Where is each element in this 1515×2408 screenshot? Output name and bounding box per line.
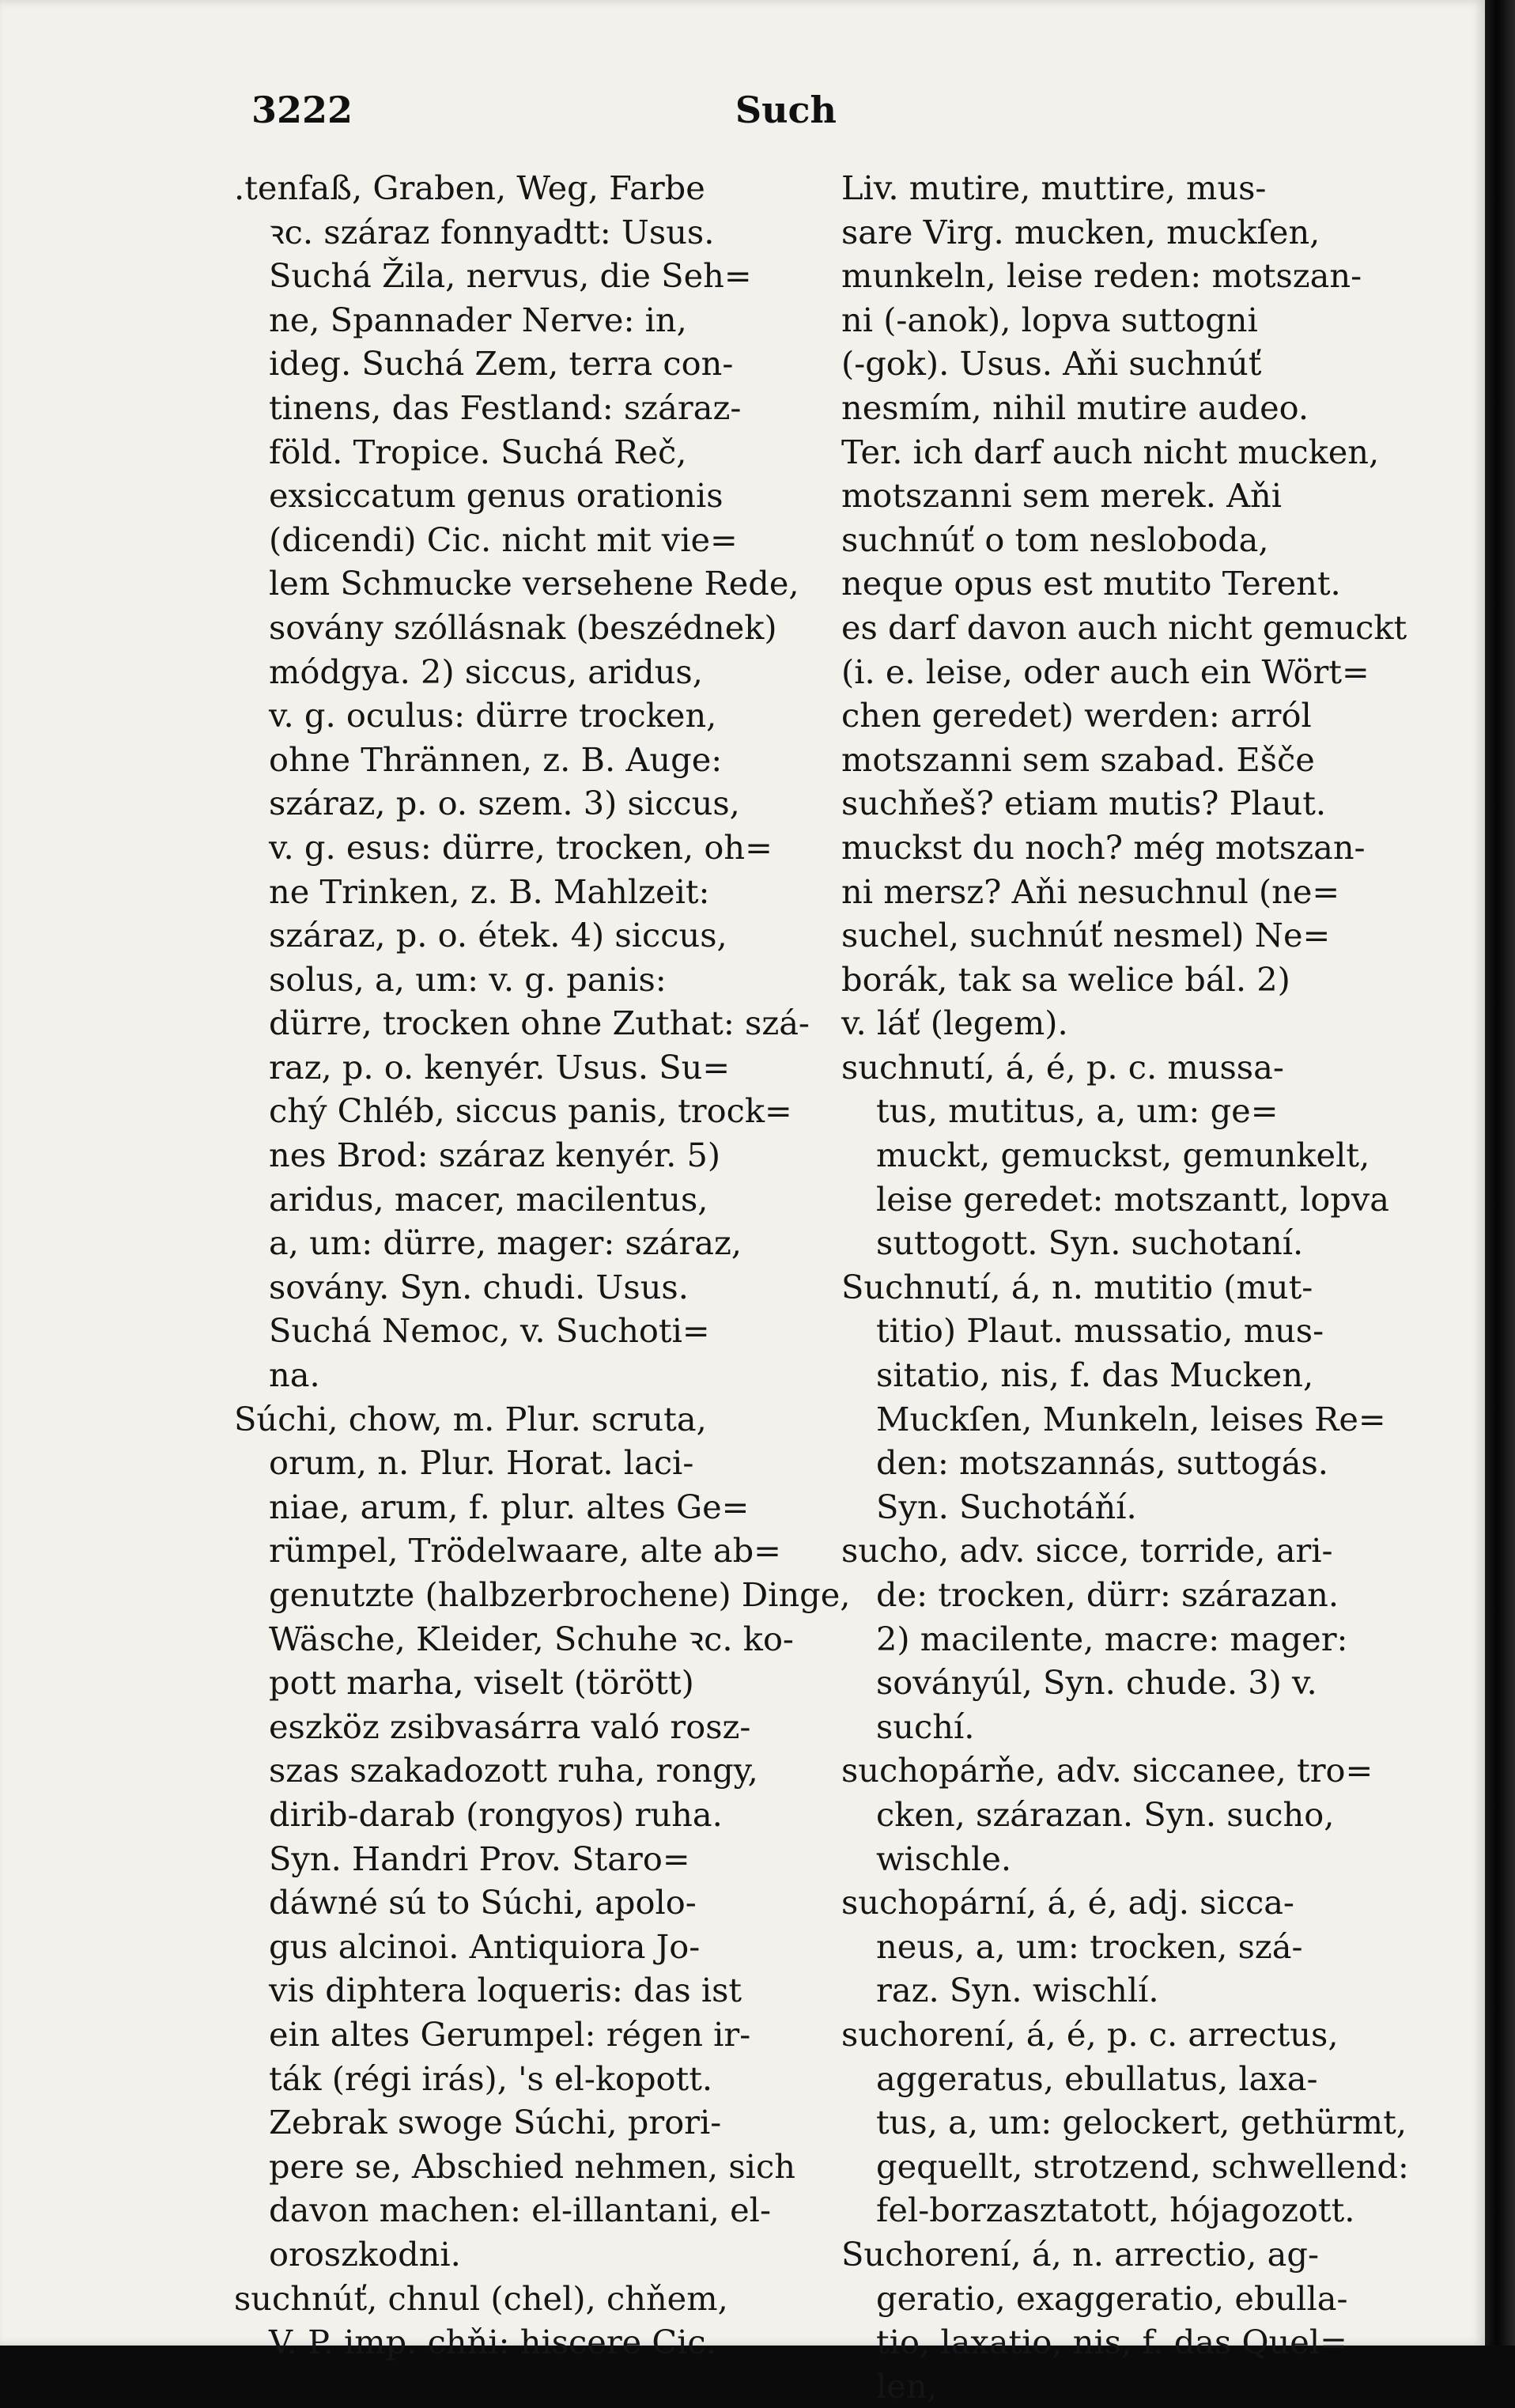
- text-line: Zebrak swoge Súchi, prori-: [269, 2103, 722, 2142]
- text-line: módgya. 2) siccus, aridus,: [269, 652, 703, 691]
- text-line: Syn. Handri Prov. Staro=: [269, 1839, 690, 1878]
- text-line: Suchá Nemoc, v. Suchoti=: [269, 1311, 710, 1351]
- text-line: suchnúť o tom neslobodа,: [841, 520, 1269, 559]
- text-line: száraz, p. o. szem. 3) siccus,: [269, 784, 740, 823]
- right-column: [841, 166, 1409, 2408]
- text-line: gus alcinoi. Antiquiora Jo-: [269, 1926, 701, 1966]
- text-line: sare Virg. mucken, muckſen,: [841, 212, 1320, 251]
- scan-edge: [1485, 0, 1515, 2346]
- text-line: suchopární, á, é, adj. sicca-: [841, 1883, 1294, 1922]
- text-line: lem Schmucke versehene Rede,: [269, 564, 799, 603]
- text-line: den: motszannás, suttogás.: [876, 1443, 1328, 1483]
- text-line: tinens, das Festland: száraz-: [269, 387, 742, 427]
- text-line: aridus, macer, macilentus,: [269, 1179, 708, 1219]
- text-line: davon machen: el-illantani, el-: [269, 2191, 771, 2230]
- text-line: eszköz zsibvasárra való rosz-: [269, 1707, 751, 1746]
- text-line: chý Chléb, siccus panis, trock=: [269, 1091, 792, 1131]
- text-line: föld. Tropice. Suchá Reč,: [269, 432, 687, 471]
- text-line: Suchnutí, á, n. mutitio (mut-: [841, 1267, 1313, 1306]
- text-line: aggeratus, ebullatus, laxa-: [876, 2058, 1318, 2098]
- text-line: Súchi, chow, m. Plur. scruta,: [234, 1399, 707, 1438]
- text-line: neus, a, um: trocken, szá-: [876, 1926, 1303, 1966]
- text-line: chen geredet) werden: arról: [841, 696, 1312, 735]
- text-line: ták (régi irás), 's el-kopott.: [269, 2058, 713, 2098]
- text-line: sitatio, nis, f. das Mucken,: [876, 1355, 1314, 1395]
- text-line: V. P. imp. chňi: hiscere Cic.: [269, 2323, 716, 2362]
- text-line: v. láť (legem).: [841, 1004, 1068, 1043]
- text-line: neque opus est mutito Terent.: [841, 564, 1341, 603]
- text-line: titio) Plaut. mussatio, mus-: [876, 1311, 1324, 1351]
- text-line: ohne Thrännen, z. B. Auge:: [269, 739, 723, 779]
- text-line: Syn. Suchotáňí.: [876, 1487, 1137, 1526]
- text-line: ne, Spannader Nerve: in,: [269, 300, 687, 339]
- text-line: 2) macilente, macre: mager:: [876, 1619, 1348, 1658]
- text-line: raz, p. o. kenyér. Usus. Su=: [269, 1047, 731, 1087]
- text-line: sucho, adv. sicce, torride, ari-: [841, 1531, 1333, 1571]
- text-line: Suchorení, á, n. arrectio, ag-: [841, 2234, 1319, 2274]
- text-line: leise geredet: motszantt, lopva: [876, 1179, 1390, 1219]
- text-line: Wäsche, Kleider, Schuhe ꝛc. ko-: [269, 1619, 794, 1658]
- text-line: oroszkodni.: [269, 2234, 461, 2274]
- text-line: .tenfaß, Graben, Weg, Farbe: [234, 168, 705, 207]
- text-line: motszanni sem merek. Aňi: [841, 476, 1283, 516]
- text-line: dirib-darab (rongyos) ruha.: [269, 1794, 723, 1834]
- text-line: (i. e. leise, oder auch ein Wört=: [841, 652, 1370, 691]
- text-line: ne Trinken, z. B. Mahlzeit:: [269, 871, 710, 911]
- text-line: exsiccatum genus orationis: [269, 476, 723, 516]
- text-line: suchí.: [876, 1707, 975, 1746]
- left-column: [234, 166, 851, 2365]
- text-line: pott marha, viselt (törött): [269, 1663, 694, 1703]
- text-line: len,: [876, 2366, 938, 2406]
- text-line: munkeln, leise reden: motszan-: [841, 256, 1362, 296]
- text-line: ni (-anok), lopva suttogni: [841, 300, 1258, 339]
- text-line: Muckſen, Munkeln, leises Re=: [876, 1399, 1386, 1438]
- text-line: száraz, p. o. étek. 4) siccus,: [269, 916, 727, 955]
- text-line: ein altes Gerumpel: régen ir-: [269, 2014, 751, 2054]
- text-line: soványúl, Syn. chude. 3) v.: [876, 1663, 1317, 1703]
- text-line: szas szakadozott ruha, rongy,: [269, 1751, 758, 1790]
- text-line: tus, mutitus, a, um: ge=: [876, 1091, 1279, 1131]
- running-head: Such: [735, 89, 837, 131]
- text-line: (dicendi) Cic. nicht mit vie=: [269, 520, 738, 559]
- text-line: v. g. oculus: dürre trocken,: [269, 696, 717, 735]
- text-line: vis diphtera loqueris: das ist: [269, 1971, 742, 2010]
- text-line: de: trocken, dürr: szárazan.: [876, 1575, 1339, 1614]
- text-line: suchnutí, á, é, p. c. mussa-: [841, 1047, 1284, 1087]
- text-line: suttogott. Syn. suchotaní.: [876, 1223, 1304, 1263]
- text-line: borák, tak sa welice bál. 2): [841, 959, 1290, 999]
- text-line: suchopárňe, adv. siccanee, tro=: [841, 1751, 1373, 1790]
- text-line: Suchá Žila, nervus, die Seh=: [269, 256, 752, 296]
- page-number: 3222: [251, 89, 353, 131]
- text-line: dürre, trocken ohne Zuthat: szá-: [269, 1004, 810, 1043]
- text-line: muckt, gemuckst, gemunkelt,: [876, 1136, 1370, 1175]
- text-line: geratio, exaggeratio, ebulla-: [876, 2278, 1348, 2318]
- text-line: ꝛc. száraz fonnyadtt: Usus.: [269, 212, 715, 251]
- text-line: cken, szárazan. Syn. sucho,: [876, 1794, 1335, 1834]
- text-line: Ter. ich darf auch nicht mucken,: [841, 432, 1380, 471]
- text-line: raz. Syn. wischlí.: [876, 1971, 1159, 2010]
- text-line: a, um: dürre, mager: száraz,: [269, 1223, 742, 1263]
- text-line: nes Brod: száraz kenyér. 5): [269, 1136, 721, 1175]
- text-line: es darf davon auch nicht gemuckt: [841, 607, 1407, 647]
- text-line: nesmím, nihil mutire audeo.: [841, 387, 1309, 427]
- text-line: suchňeš? etiam mutis? Plaut.: [841, 784, 1327, 823]
- page-header: [251, 89, 837, 131]
- text-line: gequellt, strotzend, schwellend:: [876, 2146, 1409, 2186]
- text-line: pere se, Abschied nehmen, sich: [269, 2146, 795, 2186]
- text-line: motszanni sem szabad. Ešče: [841, 739, 1315, 779]
- text-line: niae, arum, f. plur. altes Ge=: [269, 1487, 750, 1526]
- text-line: sovány szóllásnak (beszédnek): [269, 607, 777, 647]
- text-line: muckst du noch? még motszan-: [841, 827, 1366, 867]
- text-line: solus, a, um: v. g. panis:: [269, 959, 667, 999]
- text-line: fel-borzasztatott, hójagozott.: [876, 2191, 1355, 2230]
- text-line: dáwné sú to Súchi, apolo-: [269, 1883, 697, 1922]
- text-line: suchorení, á, é, p. c. arrectus,: [841, 2014, 1339, 2054]
- text-line: sovány. Syn. chudi. Usus.: [269, 1267, 689, 1306]
- text-line: tio, laxatio, nis, f. das Quel=: [876, 2323, 1347, 2362]
- text-line: tus, a, um: gelockert, gethürmt,: [876, 2103, 1407, 2142]
- text-line: na.: [269, 1355, 320, 1395]
- text-line: ni mersz? Aňi nesuchnul (ne=: [841, 871, 1340, 911]
- text-line: wischle.: [876, 1839, 1012, 1878]
- text-line: suchel, suchnúť nesmel) Ne=: [841, 916, 1331, 955]
- text-line: ideg. Suchá Zem, terra con-: [269, 344, 734, 384]
- text-line: rümpel, Trödelwaare, alte ab=: [269, 1531, 781, 1571]
- text-line: suchnúť, chnul (chel), chňem,: [234, 2278, 728, 2318]
- text-line: v. g. esus: dürre, trocken, oh=: [269, 827, 773, 867]
- text-line: Liv. mutire, muttire, mus-: [841, 168, 1267, 207]
- text-line: (-gok). Usus. Aňi suchnúť: [841, 344, 1262, 384]
- text-line: genutzte (halbzerbrochene) Dinge,: [269, 1575, 851, 1614]
- text-line: orum, n. Plur. Horat. laci-: [269, 1443, 694, 1483]
